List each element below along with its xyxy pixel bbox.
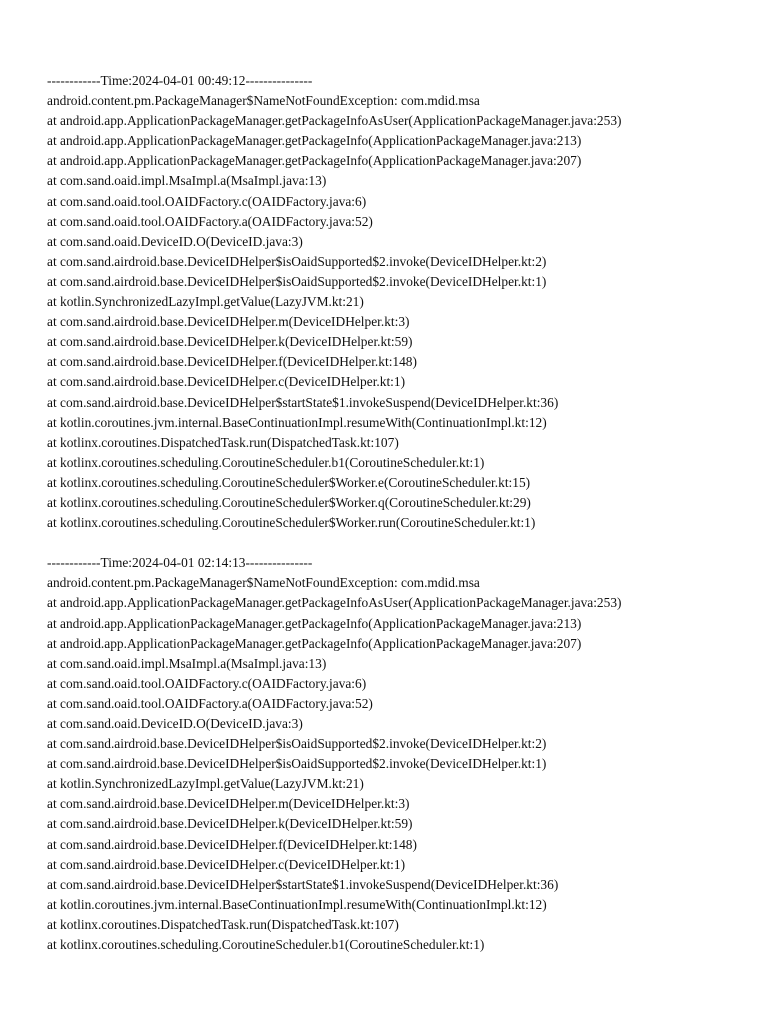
stack-frame: at kotlin.coroutines.jvm.internal.BaseContinuationImpl.resumeWith(ContinuationImpl.kt:12) bbox=[47, 414, 547, 430]
log-entry bbox=[47, 553, 747, 955]
stack-frame: at com.sand.airdroid.base.DeviceIDHelper.f(DeviceIDHelper.kt:148) bbox=[47, 354, 417, 370]
stack-frame: at kotlinx.coroutines.scheduling.CoroutineScheduler.b1(CoroutineScheduler.kt:1) bbox=[47, 454, 485, 470]
stack-frame: at android.app.ApplicationPackageManager.getPackageInfo(ApplicationPackageManager.java:207) bbox=[47, 153, 582, 169]
stack-frame: at kotlinx.coroutines.DispatchedTask.run(DispatchedTask.kt:107) bbox=[47, 434, 399, 450]
stack-frame: at com.sand.airdroid.base.DeviceIDHelper.f(DeviceIDHelper.kt:148) bbox=[47, 836, 417, 852]
stack-frame: at kotlinx.coroutines.DispatchedTask.run(DispatchedTask.kt:107) bbox=[47, 916, 399, 932]
stack-frame: at com.sand.oaid.DeviceID.O(DeviceID.java:3) bbox=[47, 716, 303, 731]
stack-frame: at com.sand.oaid.tool.OAIDFactory.c(OAIDFactory.java:6) bbox=[47, 193, 367, 209]
stack-frame: at com.sand.oaid.tool.OAIDFactory.a(OAIDFactory.java:52) bbox=[47, 695, 373, 711]
stack-frame: at com.sand.airdroid.base.DeviceIDHelper$startState$1.invokeSuspend(DeviceIDHelper.kt:36) bbox=[47, 876, 559, 892]
stack-frame: at com.sand.airdroid.base.DeviceIDHelper.c(DeviceIDHelper.kt:1) bbox=[47, 374, 406, 390]
stack-frame: at kotlinx.coroutines.scheduling.CoroutineScheduler.b1(CoroutineScheduler.kt:1) bbox=[47, 937, 485, 953]
stack-frame: at kotlin.SynchronizedLazyImpl.getValue(LazyJVM.kt:21) bbox=[47, 294, 364, 310]
stack-frame: at android.app.ApplicationPackageManager.getPackageInfoAsUser(ApplicationPackageManager.java:253) bbox=[47, 595, 622, 611]
stack-frame: at com.sand.oaid.impl.MsaImpl.a(MsaImpl.java:13) bbox=[47, 173, 327, 189]
stack-frame: at com.sand.airdroid.base.DeviceIDHelper$isOaidSupported$2.invoke(DeviceIDHelper.kt:1) bbox=[47, 273, 547, 289]
stack-frame: at com.sand.airdroid.base.DeviceIDHelper$isOaidSupported$2.invoke(DeviceIDHelper.kt:2) bbox=[47, 736, 547, 752]
stack-frame: at kotlin.coroutines.jvm.internal.BaseContinuationImpl.resumeWith(ContinuationImpl.kt:12) bbox=[47, 896, 547, 912]
crash-log bbox=[47, 71, 747, 955]
stack-frame: at android.app.ApplicationPackageManager.getPackageInfo(ApplicationPackageManager.java:213) bbox=[47, 133, 582, 149]
stack-frame: at com.sand.airdroid.base.DeviceIDHelper.m(DeviceIDHelper.kt:3) bbox=[47, 796, 410, 812]
stack-frame: at com.sand.oaid.impl.MsaImpl.a(MsaImpl.java:13) bbox=[47, 655, 327, 671]
stack-frame: at android.app.ApplicationPackageManager.getPackageInfo(ApplicationPackageManager.java:207) bbox=[47, 635, 582, 651]
stack-frame: at com.sand.airdroid.base.DeviceIDHelper.k(DeviceIDHelper.kt:59) bbox=[47, 816, 413, 832]
log-entry-header: ------------Time:2024-04-01 00:49:12--------------- bbox=[47, 73, 313, 88]
stack-frame: at com.sand.airdroid.base.DeviceIDHelper$startState$1.invokeSuspend(DeviceIDHelper.kt:36) bbox=[47, 394, 559, 410]
stack-frame: at com.sand.airdroid.base.DeviceIDHelper.k(DeviceIDHelper.kt:59) bbox=[47, 334, 413, 350]
stack-frame: at kotlinx.coroutines.scheduling.CoroutineScheduler$Worker.q(CoroutineScheduler.kt:29) bbox=[47, 494, 531, 510]
stack-frame: at com.sand.oaid.tool.OAIDFactory.a(OAIDFactory.java:52) bbox=[47, 213, 373, 229]
stack-frame: at com.sand.airdroid.base.DeviceIDHelper.m(DeviceIDHelper.kt:3) bbox=[47, 314, 410, 330]
stack-frame: at android.app.ApplicationPackageManager.getPackageInfoAsUser(ApplicationPackageManager.java:253) bbox=[47, 113, 622, 129]
exception-line: android.content.pm.PackageManager$NameNotFoundException: com.mdid.msa bbox=[47, 575, 480, 591]
stack-frame: at kotlinx.coroutines.scheduling.CoroutineScheduler$Worker.e(CoroutineScheduler.kt:15) bbox=[47, 474, 531, 490]
stack-frame: at com.sand.oaid.tool.OAIDFactory.c(OAIDFactory.java:6) bbox=[47, 675, 367, 691]
stack-frame: at android.app.ApplicationPackageManager.getPackageInfo(ApplicationPackageManager.java:213) bbox=[47, 615, 582, 631]
log-entry-header: ------------Time:2024-04-01 02:14:13--------------- bbox=[47, 555, 313, 571]
stack-frame: at kotlin.SynchronizedLazyImpl.getValue(LazyJVM.kt:21) bbox=[47, 776, 364, 792]
stack-frame: at com.sand.airdroid.base.DeviceIDHelper.c(DeviceIDHelper.kt:1) bbox=[47, 856, 406, 872]
stack-frame: at com.sand.oaid.DeviceID.O(DeviceID.java:3) bbox=[47, 233, 303, 249]
exception-line: android.content.pm.PackageManager$NameNotFoundException: com.mdid.msa bbox=[47, 93, 480, 109]
log-entry bbox=[47, 71, 747, 533]
stack-frame: at kotlinx.coroutines.scheduling.CoroutineScheduler$Worker.run(CoroutineScheduler.kt:1) bbox=[47, 515, 536, 531]
stack-frame: at com.sand.airdroid.base.DeviceIDHelper$isOaidSupported$2.invoke(DeviceIDHelper.kt:1) bbox=[47, 756, 547, 772]
stack-frame: at com.sand.airdroid.base.DeviceIDHelper$isOaidSupported$2.invoke(DeviceIDHelper.kt:2) bbox=[47, 253, 547, 269]
